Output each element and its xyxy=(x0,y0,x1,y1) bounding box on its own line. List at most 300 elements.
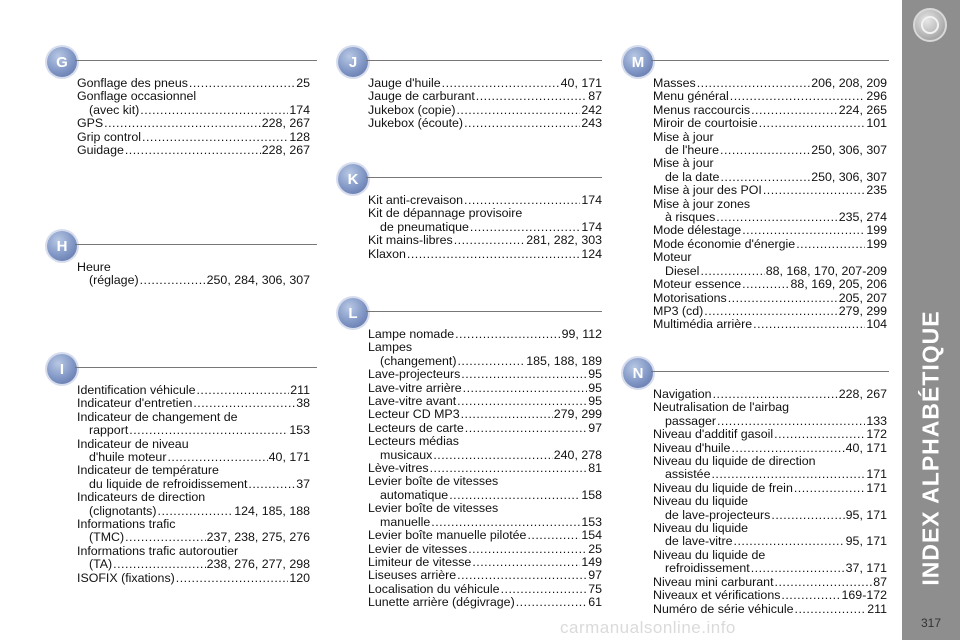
entry-pages: 240, 278 xyxy=(553,447,602,462)
index-entry xyxy=(653,562,887,575)
index-entry xyxy=(653,589,887,602)
entry-pages: 81 xyxy=(588,461,602,476)
entry-pages: 88, 168, 170, 207-209 xyxy=(765,263,887,278)
entry-label: de lave-vitre xyxy=(665,534,733,549)
entry-pages: 101 xyxy=(866,116,887,131)
entry-pages: 95 xyxy=(588,380,602,395)
index-entry xyxy=(77,77,310,90)
index-entry xyxy=(653,549,887,562)
entry-pages: 228, 267 xyxy=(838,387,887,401)
leader-dots xyxy=(700,265,764,278)
index-entry xyxy=(77,518,310,531)
section-letter-badge: H xyxy=(47,231,77,261)
index-entry xyxy=(77,261,310,274)
leader-dots xyxy=(476,90,587,103)
index-entry xyxy=(368,408,602,421)
entry-pages: 174 xyxy=(289,102,310,117)
entry-pages: 281, 282, 303 xyxy=(526,233,602,248)
index-entry xyxy=(653,251,887,264)
index-list xyxy=(368,77,602,131)
leader-dots xyxy=(795,603,867,616)
entry-label: (changement) xyxy=(380,353,457,368)
entry-pages: 228, 267 xyxy=(261,143,310,158)
index-entry xyxy=(77,397,310,410)
section-rule xyxy=(75,244,317,245)
entry-pages: 238, 276, 277, 298 xyxy=(206,557,310,572)
entry-pages: 205, 207 xyxy=(838,290,887,305)
entry-label: de la date xyxy=(665,169,720,184)
entry-pages: 199 xyxy=(866,236,887,251)
entry-label: de lave-projecteurs xyxy=(665,507,771,522)
leader-dots xyxy=(774,428,865,441)
entry-label: Lave-vitre avant xyxy=(368,394,457,409)
leader-dots xyxy=(742,278,789,291)
index-entry xyxy=(368,462,602,475)
entry-label: (clignotants) xyxy=(89,503,157,518)
index-entry xyxy=(653,415,887,428)
entry-pages: 185, 188, 189 xyxy=(526,353,602,368)
entry-pages: 40, 171 xyxy=(268,450,310,465)
index-entry xyxy=(653,184,887,197)
index-list xyxy=(653,77,887,332)
entry-label: Menu général xyxy=(653,89,729,104)
leader-dots xyxy=(457,355,525,368)
entry-label: Grip control xyxy=(77,129,142,144)
entry-label: Kit mains-libres xyxy=(368,233,453,248)
entry-label: Localisation du véhicule xyxy=(368,581,500,596)
index-entry xyxy=(77,572,310,585)
index-list xyxy=(653,388,887,616)
entry-pages: 211 xyxy=(290,383,310,397)
index-entry xyxy=(653,198,887,211)
section-letter-badge: K xyxy=(338,164,368,194)
leader-dots xyxy=(140,104,288,117)
entry-label: Mise à jour xyxy=(653,129,714,144)
entry-label: automatique xyxy=(380,487,449,502)
entry-label: Mise à jour xyxy=(653,156,714,171)
entry-pages: 95, 171 xyxy=(845,507,887,522)
leader-dots xyxy=(125,144,261,157)
entry-pages: 87 xyxy=(873,574,887,589)
leader-dots xyxy=(763,184,866,197)
index-entry xyxy=(653,292,887,305)
entry-pages: 172 xyxy=(866,427,887,442)
leader-dots xyxy=(167,451,267,464)
index-entry xyxy=(368,569,602,582)
leader-dots xyxy=(431,516,580,529)
entry-pages: 169-172 xyxy=(841,588,887,603)
entry-label: Indicateur d'entretien xyxy=(77,396,193,411)
leader-dots xyxy=(176,572,289,585)
index-entry xyxy=(77,117,310,130)
entry-label: Lecteurs de carte xyxy=(368,420,464,435)
index-entry xyxy=(368,90,602,103)
entry-label: Miroir de courtoisie xyxy=(653,116,758,131)
section-rule xyxy=(75,60,317,61)
entry-pages: 250, 284, 306, 307 xyxy=(206,273,310,288)
leader-dots xyxy=(196,384,289,397)
entry-label: Mise à jour zones xyxy=(653,196,751,211)
index-entry xyxy=(77,545,310,558)
entry-label: (réglage) xyxy=(89,273,139,288)
leader-dots xyxy=(463,382,588,395)
entry-pages: 95 xyxy=(588,394,602,409)
index-list xyxy=(77,261,310,288)
index-entry xyxy=(653,388,887,401)
entry-label: Liseuses arrière xyxy=(368,568,457,583)
entry-label: Lampes xyxy=(368,340,413,355)
entry-pages: 40, 171 xyxy=(560,76,602,90)
leader-dots xyxy=(704,305,838,318)
entry-label: Identification véhicule xyxy=(77,383,196,397)
entry-pages: 37 xyxy=(296,476,310,491)
entry-label: Levier boîte de vitesses xyxy=(368,474,499,489)
index-entry xyxy=(653,603,887,616)
index-entry xyxy=(653,157,887,170)
index-entry xyxy=(653,265,887,278)
entry-label: Diesel xyxy=(665,263,700,278)
index-entry xyxy=(368,422,602,435)
entry-pages: 61 xyxy=(588,595,602,610)
page-number: 317 xyxy=(920,616,942,630)
leader-dots xyxy=(759,117,866,130)
entry-label: Klaxon xyxy=(368,246,406,261)
index-entry xyxy=(368,77,602,90)
index-entry xyxy=(77,424,310,437)
entry-label: (avec kit) xyxy=(89,102,140,117)
entry-pages: 37, 171 xyxy=(845,561,887,576)
index-list xyxy=(368,194,602,261)
entry-pages: 279, 299 xyxy=(838,303,887,318)
leader-dots xyxy=(464,194,580,207)
entry-label: manuelle xyxy=(380,514,431,529)
entry-pages: 171 xyxy=(866,467,887,482)
entry-label: Kit de dépannage provisoire xyxy=(368,206,523,221)
entry-label: de l'heure xyxy=(665,143,720,158)
entry-label: assistée xyxy=(665,467,711,482)
leader-dots xyxy=(442,77,560,90)
index-entry xyxy=(368,475,602,488)
index-entry xyxy=(653,90,887,103)
entry-pages: 235 xyxy=(866,183,887,198)
leader-dots xyxy=(516,596,587,609)
entry-pages: 153 xyxy=(289,423,310,438)
entry-label: Indicateur de niveau xyxy=(77,436,189,451)
entry-label: Niveau du liquide de frein xyxy=(653,480,793,495)
entry-label: de pneumatique xyxy=(380,219,469,234)
leader-dots xyxy=(193,397,295,410)
entry-pages: 206, 208, 209 xyxy=(811,76,887,90)
entry-pages: 296 xyxy=(866,89,887,104)
index-entry xyxy=(368,341,602,354)
index-entry xyxy=(653,238,887,251)
entry-label: (TA) xyxy=(89,557,113,572)
leader-dots xyxy=(158,505,234,518)
index-entry xyxy=(77,478,310,491)
entry-label: Niveau mini carburant xyxy=(653,574,774,589)
entry-label: Levier boîte manuelle pilotée xyxy=(368,528,527,543)
entry-label: d'huile moteur xyxy=(89,450,167,465)
entry-label: Kit anti-crevaison xyxy=(368,193,464,207)
index-entry xyxy=(368,221,602,234)
index-entry xyxy=(653,442,887,455)
leader-dots xyxy=(775,576,873,589)
leader-dots xyxy=(142,131,288,144)
index-entry xyxy=(368,516,602,529)
entry-pages: 171 xyxy=(866,480,887,495)
leader-dots xyxy=(697,77,811,90)
index-entry xyxy=(653,211,887,224)
index-entry xyxy=(77,558,310,571)
entry-pages: 128 xyxy=(289,129,310,144)
index-entry xyxy=(653,428,887,441)
entry-label: ISOFIX (fixations) xyxy=(77,570,175,585)
entry-label: Niveau du liquide xyxy=(653,521,749,536)
entry-label: Lecteurs médias xyxy=(368,434,459,449)
index-entry xyxy=(653,131,887,144)
index-entry xyxy=(368,596,602,609)
leader-dots xyxy=(449,489,580,502)
leader-dots xyxy=(465,422,587,435)
entry-pages: 88, 169, 205, 206 xyxy=(790,277,887,292)
leader-dots xyxy=(751,104,838,117)
entry-pages: 211 xyxy=(867,601,887,616)
entry-pages: 250, 306, 307 xyxy=(811,169,887,184)
entry-label: Multimédia arrière xyxy=(653,317,753,332)
leader-dots xyxy=(728,292,838,305)
entry-pages: 124, 185, 188 xyxy=(234,503,310,518)
index-list xyxy=(77,77,310,157)
index-entry xyxy=(77,131,310,144)
index-entry xyxy=(653,224,887,237)
entry-label: du liquide de refroidissement xyxy=(89,476,248,491)
index-entry xyxy=(368,117,602,130)
section-letter-badge: L xyxy=(338,298,368,328)
index-entry xyxy=(368,194,602,207)
entry-pages: 228, 267 xyxy=(261,116,310,131)
index-entry xyxy=(368,529,602,542)
index-entry xyxy=(77,491,310,504)
index-entry xyxy=(368,556,602,569)
index-entry xyxy=(77,464,310,477)
entry-label: Gonflage occasionnel xyxy=(77,89,197,104)
entry-pages: 95, 171 xyxy=(845,534,887,549)
index-entry xyxy=(77,411,310,424)
entry-label: Masses xyxy=(653,76,696,90)
watermark: carmanualsonline.info xyxy=(560,618,736,637)
leader-dots xyxy=(433,449,552,462)
entry-pages: 133 xyxy=(866,413,887,428)
leader-dots xyxy=(454,234,526,247)
entry-label: Niveau du liquide xyxy=(653,494,749,509)
section-rule xyxy=(366,311,602,312)
entry-label: Moteur xyxy=(653,250,692,265)
entry-label: Niveau du liquide de direction xyxy=(653,454,816,469)
entry-pages: 99, 112 xyxy=(561,327,602,341)
section-rule xyxy=(366,60,602,61)
entry-label: à risques xyxy=(665,210,716,225)
section-rule xyxy=(75,367,317,368)
leader-dots xyxy=(461,368,587,381)
entry-label: Lave-vitre arrière xyxy=(368,380,462,395)
entry-label: Neutralisation de l'airbag xyxy=(653,400,789,415)
entry-pages: 154 xyxy=(581,528,602,543)
index-entry xyxy=(653,495,887,508)
entry-pages: 87 xyxy=(588,89,602,104)
index-entry xyxy=(368,207,602,220)
leader-dots xyxy=(456,104,580,117)
entry-label: Navigation xyxy=(653,387,712,401)
entry-label: Mise à jour des POI xyxy=(653,183,762,198)
section-letter-badge: N xyxy=(623,358,653,388)
leader-dots xyxy=(716,211,837,224)
entry-pages: 25 xyxy=(588,541,602,556)
index-entry xyxy=(368,449,602,462)
leader-dots xyxy=(711,468,865,481)
entry-label: Niveaux et vérifications xyxy=(653,588,781,603)
index-entry xyxy=(368,104,602,117)
index-list xyxy=(368,328,602,610)
leader-dots xyxy=(468,543,587,556)
entry-pages: 235, 274 xyxy=(838,210,887,225)
entry-pages: 95 xyxy=(588,367,602,382)
leader-dots xyxy=(430,462,588,475)
index-entry xyxy=(368,234,602,247)
leader-dots xyxy=(457,395,587,408)
leader-dots xyxy=(730,90,866,103)
entry-label: Indicateurs de direction xyxy=(77,490,206,505)
entry-label: Niveau d'additif gasoil xyxy=(653,427,774,442)
index-entry xyxy=(653,104,887,117)
index-entry xyxy=(653,171,887,184)
leader-dots xyxy=(713,388,838,401)
index-entry xyxy=(368,355,602,368)
leader-dots xyxy=(751,562,845,575)
entry-pages: 97 xyxy=(588,420,602,435)
index-entry xyxy=(653,455,887,468)
leader-dots xyxy=(461,408,553,421)
index-circle-icon xyxy=(913,8,947,42)
leader-dots xyxy=(189,77,295,90)
leader-dots xyxy=(717,415,865,428)
entry-label: Limiteur de vitesse xyxy=(368,554,472,569)
section-letter-badge: I xyxy=(47,354,77,384)
index-entry xyxy=(653,77,887,90)
entry-label: Levier boîte de vitesses xyxy=(368,501,499,516)
leader-dots xyxy=(771,509,844,522)
index-entry xyxy=(653,468,887,481)
index-entry xyxy=(368,395,602,408)
index-entry xyxy=(653,535,887,548)
index-entry xyxy=(653,305,887,318)
entry-label: Indicateur de changement de xyxy=(77,409,238,424)
entry-pages: 250, 306, 307 xyxy=(811,143,887,158)
leader-dots xyxy=(472,556,580,569)
entry-pages: 199 xyxy=(866,223,887,238)
section-rule xyxy=(366,177,602,178)
index-entry xyxy=(653,318,887,331)
entry-label: Lecteur CD MP3 xyxy=(368,407,460,422)
entry-pages: 174 xyxy=(581,193,602,207)
leader-dots xyxy=(527,529,580,542)
index-entry xyxy=(368,382,602,395)
leader-dots xyxy=(794,482,865,495)
entry-label: musicaux xyxy=(380,447,433,462)
leader-dots xyxy=(501,583,588,596)
leader-dots xyxy=(796,238,865,251)
section-rule xyxy=(651,371,889,372)
entry-label: Lampe nomade xyxy=(368,327,455,341)
leader-dots xyxy=(407,248,580,261)
entry-pages: 243 xyxy=(581,116,602,131)
index-entry xyxy=(653,576,887,589)
entry-label: Jauge d'huile xyxy=(368,76,441,90)
entry-label: Numéro de série véhicule xyxy=(653,601,794,616)
index-entry xyxy=(77,104,310,117)
entry-label: Lunette arrière (dégivrage) xyxy=(368,595,515,610)
index-entry xyxy=(368,489,602,502)
index-entry xyxy=(77,274,310,287)
entry-pages: 149 xyxy=(581,554,602,569)
index-entry xyxy=(77,384,310,397)
leader-dots xyxy=(753,318,865,331)
entry-label: Niveau du liquide de xyxy=(653,547,766,562)
leader-dots xyxy=(104,117,261,130)
entry-pages: 38 xyxy=(296,396,310,411)
sidebar-title: INDEX ALPHABÉTIQUE xyxy=(917,310,944,586)
entry-pages: 124 xyxy=(581,246,602,261)
leader-dots xyxy=(457,569,587,582)
entry-pages: 158 xyxy=(581,487,602,502)
index-entry xyxy=(368,248,602,261)
leader-dots xyxy=(140,274,206,287)
leader-dots xyxy=(742,224,865,237)
section-rule xyxy=(651,60,889,61)
leader-dots xyxy=(129,424,288,437)
entry-pages: 237, 238, 275, 276 xyxy=(206,530,310,545)
entry-label: Guidage xyxy=(77,143,124,158)
leader-dots xyxy=(125,531,206,544)
sidebar xyxy=(902,0,960,640)
index-entry xyxy=(368,502,602,515)
section-letter-badge: M xyxy=(623,47,653,77)
leader-dots xyxy=(720,144,810,157)
entry-label: Moteur essence xyxy=(653,277,742,292)
entry-pages: 97 xyxy=(588,568,602,583)
leader-dots xyxy=(734,535,845,548)
index-entry xyxy=(77,90,310,103)
index-entry xyxy=(653,482,887,495)
entry-pages: 174 xyxy=(581,219,602,234)
section-letter-badge: G xyxy=(47,47,77,77)
entry-pages: 224, 265 xyxy=(838,102,887,117)
entry-label: Motorisations xyxy=(653,290,727,305)
entry-label: MP3 (cd) xyxy=(653,303,704,318)
entry-label: Mode économie d'énergie xyxy=(653,236,796,251)
entry-label: Lave-projecteurs xyxy=(368,367,461,382)
index-entry xyxy=(653,144,887,157)
entry-label: Informations trafic xyxy=(77,517,176,532)
index-entry xyxy=(368,435,602,448)
entry-label: Heure xyxy=(77,260,111,274)
index-entry xyxy=(77,505,310,518)
entry-pages: 120 xyxy=(289,570,310,585)
leader-dots xyxy=(455,328,560,341)
entry-pages: 25 xyxy=(296,76,310,90)
entry-pages: 279, 299 xyxy=(553,407,602,422)
entry-label: Menus raccourcis xyxy=(653,102,751,117)
entry-label: Lève-vitres xyxy=(368,461,429,476)
